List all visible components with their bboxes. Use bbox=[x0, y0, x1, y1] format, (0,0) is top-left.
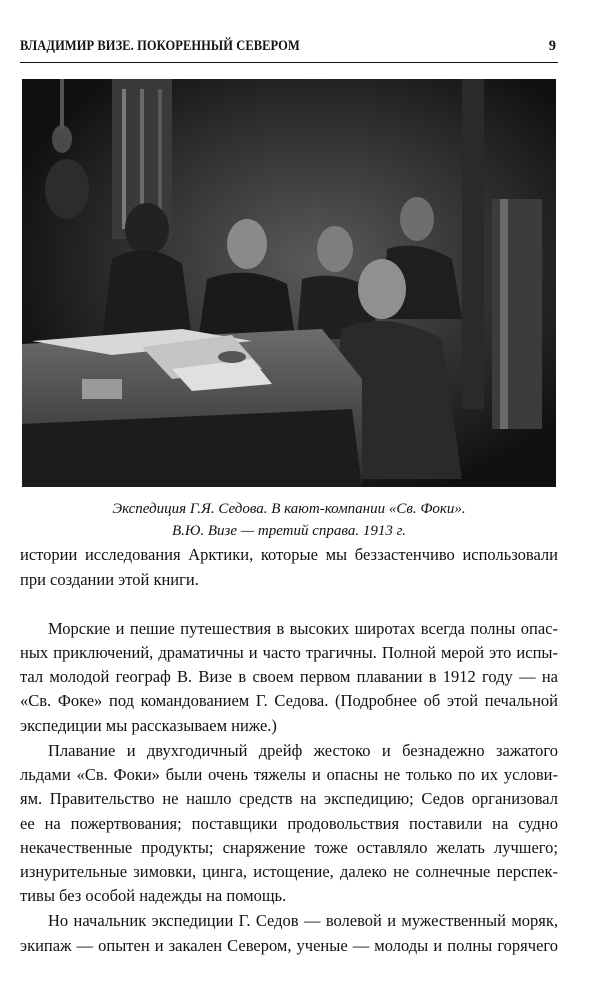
body-line-1: истории исследования Арктики, которые мы беззастенчиво использовали bbox=[20, 545, 558, 564]
body-line-7: экспедиции мы рассказываем ниже.) bbox=[20, 716, 277, 735]
body-line-9: льдами «Св. Фоки» были очень тяжелы и опасны не только по их услови- bbox=[20, 765, 558, 784]
body-line-10: ям. Правительство не нашло средств на экспедицию; Седов организовал bbox=[20, 789, 558, 808]
body-line-13: изнурительные зимовки, цинга, истощение, далеко не солнечные перспек- bbox=[20, 862, 558, 881]
figure-caption-line-2: В.Ю. Визе — третий справа. 1913 г. bbox=[171, 523, 406, 539]
running-header-title: ВЛАДИМИР ВИЗЕ. ПОКОРЕННЫЙ СЕВЕРОМ bbox=[20, 38, 300, 54]
body-line-5: тал молодой географ В. Визе в своем первом плавании в 1912 году — на bbox=[20, 667, 558, 686]
page-number: 9 bbox=[548, 38, 556, 54]
body-line-15: Но начальник экспедиции Г. Седов — волевой и мужественный моряк, bbox=[48, 911, 558, 930]
body-line-12: некачественные продукты; снаряжение тоже оставляло желать лучшего; bbox=[20, 838, 558, 857]
body-line-16: экипаж — опытен и закален Севером, ученые — молоды и полны горячего bbox=[20, 936, 558, 955]
body-line-6: «Св. Фоке» под командованием Г. Седова. (Подробнее об этой печальной bbox=[20, 691, 558, 710]
body-line-8: Плавание и двухгодичный дрейф жестоко и безнадежно зажатого bbox=[48, 741, 558, 760]
body-line-11: ее на пожертвования; поставщики продовольствия поставили на судно bbox=[20, 814, 558, 833]
photo-expedition-wardroom bbox=[22, 79, 556, 487]
body-line-3: Морские и пешие путешествия в высоких широтах всегда полны опас- bbox=[48, 619, 558, 638]
figure-caption-line-1: Экспедиция Г.Я. Седова. В кают-компании «Св. Фоки». bbox=[112, 501, 466, 517]
body-line-2: при создании этой книги. bbox=[20, 570, 199, 589]
body-line-14: тивы без особой надежды на помощь. bbox=[20, 886, 287, 905]
running-header bbox=[20, 38, 558, 63]
body-line-4: ных приключений, драматичны и часто трагичны. Полной мерой это испы- bbox=[20, 643, 558, 662]
